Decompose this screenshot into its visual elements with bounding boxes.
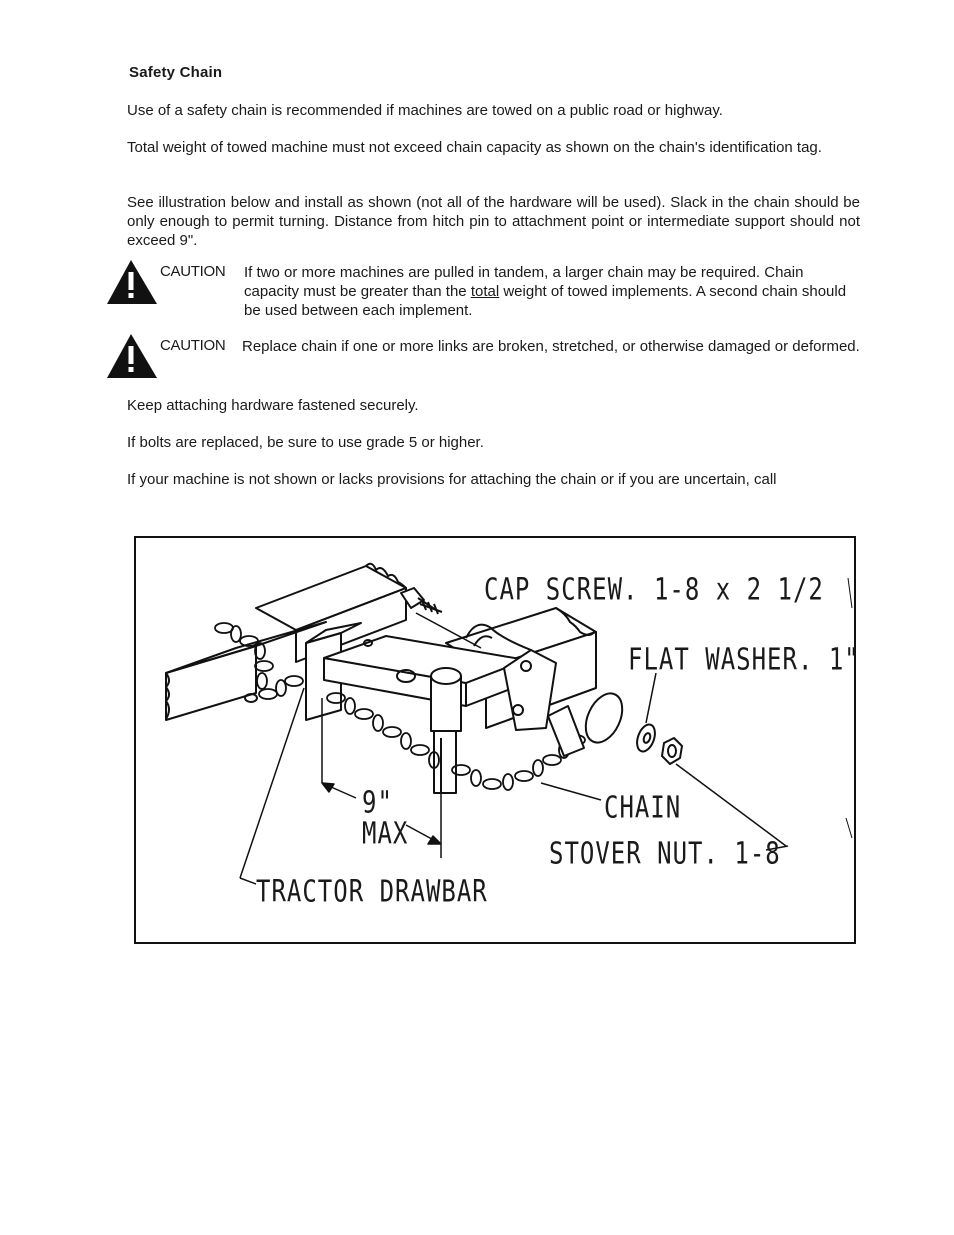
safety-chain-illustration [134, 536, 860, 944]
label-flat-washer: FLAT WASHER. 1" [628, 642, 860, 677]
paragraph-use: Use of a safety chain is recommended if machines are towed on a public road or highway. [127, 102, 723, 119]
paragraph-see-illustration: See illustration below and install as shown (not all of the hardware will be used). Slack in the chain should be only enough to permit turning. Distance from hitch pin to attachment point or intermediate support should not exceed 9". [127, 194, 860, 249]
label-chain: CHAIN [604, 790, 682, 825]
caution-block-tandem [107, 258, 867, 318]
flat-washer [634, 722, 659, 754]
paragraph-keep-hardware: Keep attaching hardware fastened securely. [127, 397, 419, 414]
label-dimension-value: 9" [362, 785, 393, 820]
cap-screw [401, 588, 442, 614]
label-stover-nut: STOVER NUT. 1-8 [549, 836, 781, 871]
label-cap-screw: CAP SCREW. 1-8 x 2 1/2 [484, 572, 824, 607]
label-tractor-drawbar: TRACTOR DRAWBAR [256, 874, 488, 909]
caution-block-replace [107, 332, 867, 392]
caution-text-tandem: If two or more machines are pulled in tandem, a larger chain may be required. Chain capacity must be greater than the total weight of towed implements. A second chain should be used between each implement. [244, 264, 847, 319]
caution-label: CAUTION [160, 263, 226, 280]
caution-text-replace: Replace chain if one or more links are broken, stretched, or otherwise damaged or deformed. [242, 338, 860, 355]
paragraph-bolts: If bolts are replaced, be sure to use grade 5 or higher. [127, 434, 484, 451]
stover-nut [662, 738, 682, 764]
label-dimension-max: MAX [362, 816, 409, 851]
warning-triangle-icon [107, 332, 161, 382]
warning-triangle-icon [107, 258, 161, 308]
section-heading: Safety Chain [129, 64, 223, 81]
paragraph-total-weight: Total weight of towed machine must not exceed chain capacity as shown on the chain's identification tag. [127, 139, 822, 156]
paragraph-call: If your machine is not shown or lacks provisions for attaching the chain or if you are uncertain, call [127, 471, 777, 488]
caution-label: CAUTION [160, 337, 226, 354]
